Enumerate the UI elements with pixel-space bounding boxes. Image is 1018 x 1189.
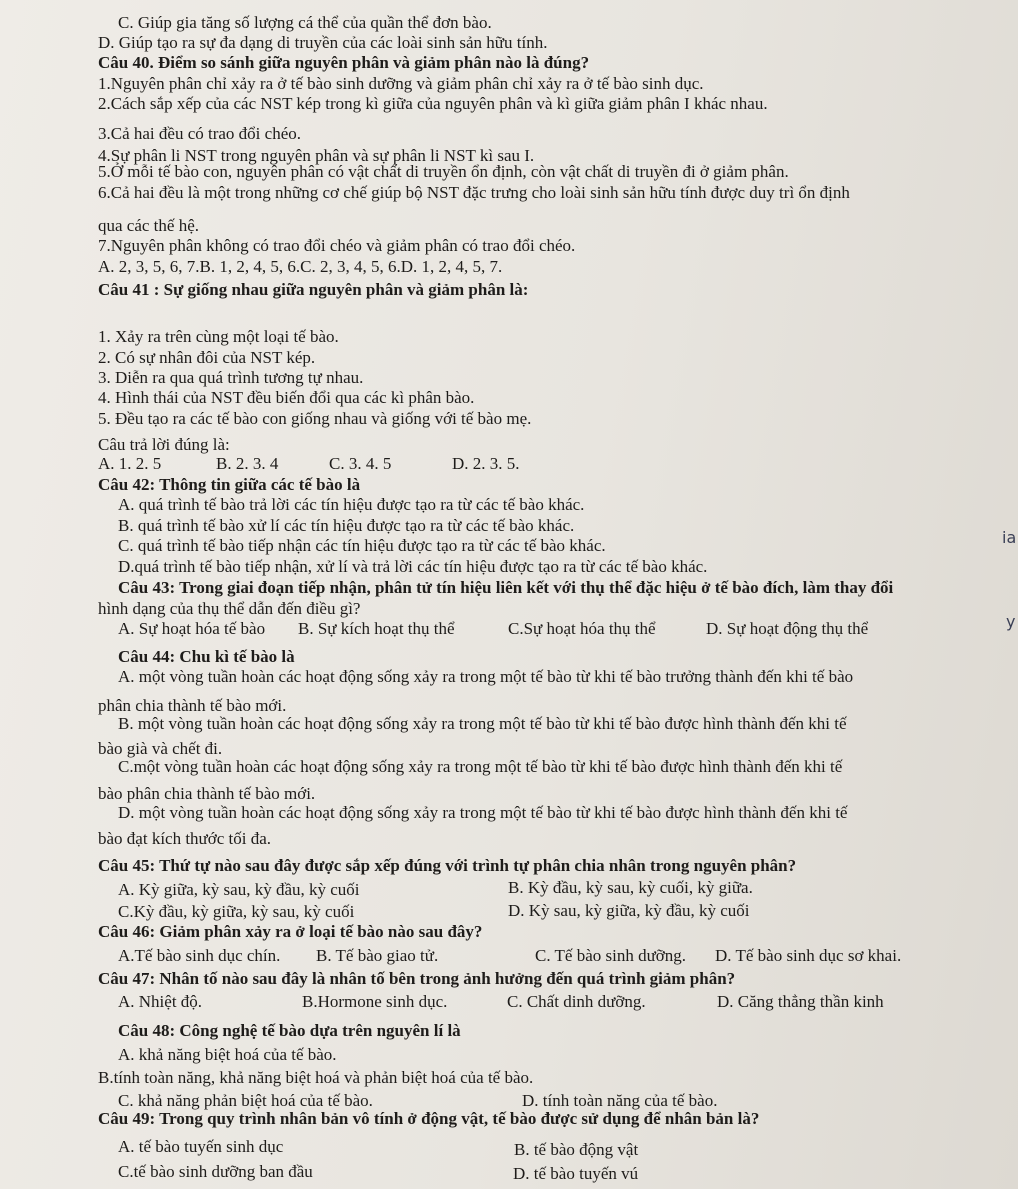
q48-heading: Câu 48: Công nghệ tế bào dựa trên nguyên lí là <box>118 1021 461 1040</box>
q44-option-a: A. một vòng tuần hoàn các hoạt động sống xảy ra trong một tế bào từ khi tế bào trưởng thành đến khi tế bào <box>118 667 854 686</box>
q40-statement-1: 1.Nguyên phân chỉ xảy ra ở tế bào sinh dưỡng và giảm phân chỉ xảy ra ở tế bào sinh dục. <box>98 74 704 93</box>
q40-statement-6: 6.Cả hai đều là một trong những cơ chế giúp bộ NST đặc trưng cho loài sinh sản hữu tính được duy trì ổn định <box>98 183 850 202</box>
q44-heading: Câu 44: Chu kì tế bào là <box>118 647 295 666</box>
q41-answer-label: Câu trả lời đúng là: <box>98 435 230 454</box>
q42-option-c: C. quá trình tế bào tiếp nhận các tín hiệu được tạo ra từ các tế bào khác. <box>118 536 606 555</box>
q49-option-c: C.tế bào sinh dưỡng ban đầu <box>118 1162 313 1181</box>
q45-option-d: D. Kỳ sau, kỳ giữa, kỳ đầu, kỳ cuối <box>508 901 750 920</box>
q42-option-a: A. quá trình tế bào trả lời các tín hiệu được tạo ra từ các tế bào khác. <box>118 495 585 514</box>
q40-statement-7: 7.Nguyên phân không có trao đổi chéo và giảm phân có trao đổi chéo. <box>98 236 576 255</box>
q41-statement-4: 4. Hình thái của NST đều biến đổi qua các kì phân bào. <box>98 388 475 407</box>
q41-statement-2: 2. Có sự nhân đôi của NST kép. <box>98 348 316 367</box>
q41-option-b: B. 2. 3. 4 <box>216 454 279 473</box>
q43-heading <box>118 578 893 598</box>
q44-option-b: B. một vòng tuần hoàn các hoạt động sống xảy ra trong một tế bào từ khi tế bào được hình thành đến khi tế <box>118 714 847 733</box>
q39-option-d: D. Giúp tạo ra sự đa dạng di truyền của các loài sinh sản hữu tính. <box>98 33 548 52</box>
q44-option-b-cont: bào già và chết đi. <box>98 739 223 758</box>
q46-option-b: B. Tế bào giao tử. <box>316 946 439 965</box>
q42-option-b: B. quá trình tế bào xử lí các tín hiệu được tạo ra từ các tế bào khác. <box>118 516 575 535</box>
q42-option-d: D.quá trình tế bào tiếp nhận, xử lí và trả lời các tín hiệu được tạo ra từ các tế bào khác. <box>118 557 708 576</box>
q49-heading: Câu 49: Trong quy trình nhân bản vô tính ở động vật, tế bào được sử dụng để nhân bản là? <box>98 1109 760 1128</box>
q47-option-b: B.Hormone sinh dục. <box>302 992 448 1011</box>
q43-option-d: D. Sự hoạt động thụ thể <box>706 619 869 638</box>
q46-option-d: D. Tế bào sinh dục sơ khai. <box>715 946 902 965</box>
q41-statement-1: 1. Xảy ra trên cùng một loại tế bào. <box>98 327 339 346</box>
q44-option-d: D. một vòng tuần hoàn các hoạt động sống xảy ra trong một tế bào từ khi tế bào được hình thành đến khi tế <box>118 803 848 822</box>
q43-heading-cont: hình dạng của thụ thể dẫn đến điều gì? <box>98 599 361 618</box>
q47-option-c: C. Chất dinh dưỡng. <box>507 992 646 1011</box>
margin-handwriting-1: ia <box>1002 528 1017 547</box>
q41-statement-3: 3. Diễn ra qua quá trình tương tự nhau. <box>98 368 364 387</box>
q49-option-b: B. tế bào động vật <box>514 1140 639 1159</box>
q40-statement-5: 5.Ở mỗi tế bào con, nguyên phân có vật chất di truyền ổn định, còn vật chất di truyền đi ở giảm phân. <box>98 162 789 181</box>
q40-statement-6-cont: qua các thế hệ. <box>98 216 199 235</box>
q40-heading: Câu 40. Điểm so sánh giữa nguyên phân và giảm phân nào là đúng? <box>98 53 590 72</box>
q44-option-a-cont: phân chia thành tế bào mới. <box>98 696 287 715</box>
q43-option-a: A. Sự hoạt hóa tế bào <box>118 619 266 638</box>
q47-option-a: A. Nhiệt độ. <box>118 992 203 1011</box>
q39-option-c: C. Giúp gia tăng số lượng cá thể của quần thể đơn bào. <box>118 13 492 32</box>
q49-option-a: A. tế bào tuyến sinh dục <box>118 1137 284 1156</box>
q43-option-c: C.Sự hoạt hóa thụ thể <box>508 619 656 638</box>
q48-option-d: D. tính toàn năng của tế bào. <box>522 1091 718 1110</box>
q44-option-d-cont: bào đạt kích thước tối đa. <box>98 829 272 848</box>
q45-option-c: C.Kỳ đầu, kỳ giữa, kỳ sau, kỳ cuối <box>118 902 355 921</box>
q46-option-c: C. Tế bào sinh dưỡng. <box>535 946 687 965</box>
q40-statement-2: 2.Cách sắp xếp của các NST kép trong kì giữa của nguyên phân và kì giữa giảm phân I khác nhau. <box>98 94 768 113</box>
q41-option-c: C. 3. 4. 5 <box>329 454 392 473</box>
q41-heading: Câu 41 : Sự giống nhau giữa nguyên phân và giảm phân là: <box>98 280 529 299</box>
q46-heading: Câu 46: Giảm phân xảy ra ở loại tế bào nào sau đây? <box>98 922 483 941</box>
q47-option-d: D. Căng thẳng thần kinh <box>717 992 884 1011</box>
q40-answers: A. 2, 3, 5, 6, 7.B. 1, 2, 4, 5, 6.C. 2, 3, 4, 5, 6.D. 1, 2, 4, 5, 7. <box>98 257 503 276</box>
q45-option-a: A. Kỳ giữa, kỳ sau, kỳ đầu, kỳ cuối <box>118 880 360 899</box>
q49-option-d: D. tế bào tuyến vú <box>513 1164 639 1183</box>
q46-option-a: A.Tế bào sinh dục chín. <box>118 946 281 965</box>
q41-option-a: A. 1. 2. 5 <box>98 454 162 473</box>
q44-option-c: C.một vòng tuần hoàn các hoạt động sống xảy ra trong một tế bào từ khi tế bào được hình thành đến khi tế <box>118 757 843 776</box>
q48-option-b: B.tính toàn năng, khả năng biệt hoá và phản biệt hoá của tế bào. <box>98 1068 534 1087</box>
margin-handwriting-2: y <box>1006 612 1016 631</box>
q47-heading: Câu 47: Nhân tố nào sau đây là nhân tố bên trong ảnh hưởng đến quá trình giảm phân? <box>98 969 736 988</box>
q48-option-a: A. khả năng biệt hoá của tế bào. <box>118 1045 337 1064</box>
q45-heading: Câu 45: Thứ tự nào sau đây được sắp xếp đúng với trình tự phân chia nhân trong nguyên phân? <box>98 856 797 875</box>
q41-option-d: D. 2. 3. 5. <box>452 454 520 473</box>
q40-statement-3: 3.Cả hai đều có trao đổi chéo. <box>98 124 301 143</box>
q40-statement-4: 4.Sự phân li NST trong nguyên phân và sự phân li NST kì sau I. <box>98 146 535 165</box>
q48-option-c: C. khả năng phản biệt hoá của tế bào. <box>118 1091 373 1110</box>
q41-statement-5: 5. Đều tạo ra các tế bào con giống nhau và giống với tế bào mẹ. <box>98 409 532 428</box>
q43-option-b: B. Sự kích hoạt thụ thể <box>298 619 455 638</box>
q44-option-c-cont: bào phân chia thành tế bào mới. <box>98 784 316 803</box>
q42-heading: Câu 42: Thông tin giữa các tế bào là <box>98 475 361 494</box>
q43-heading-text: Câu 43: Trong giai đoạn tiếp nhận, phân tử tín hiệu liên kết với thụ thể đặc hiệu ở tế bào đích, làm thay đổi <box>118 578 894 597</box>
q45-option-b: B. Kỳ đầu, kỳ sau, kỳ cuối, kỳ giữa. <box>508 878 753 897</box>
